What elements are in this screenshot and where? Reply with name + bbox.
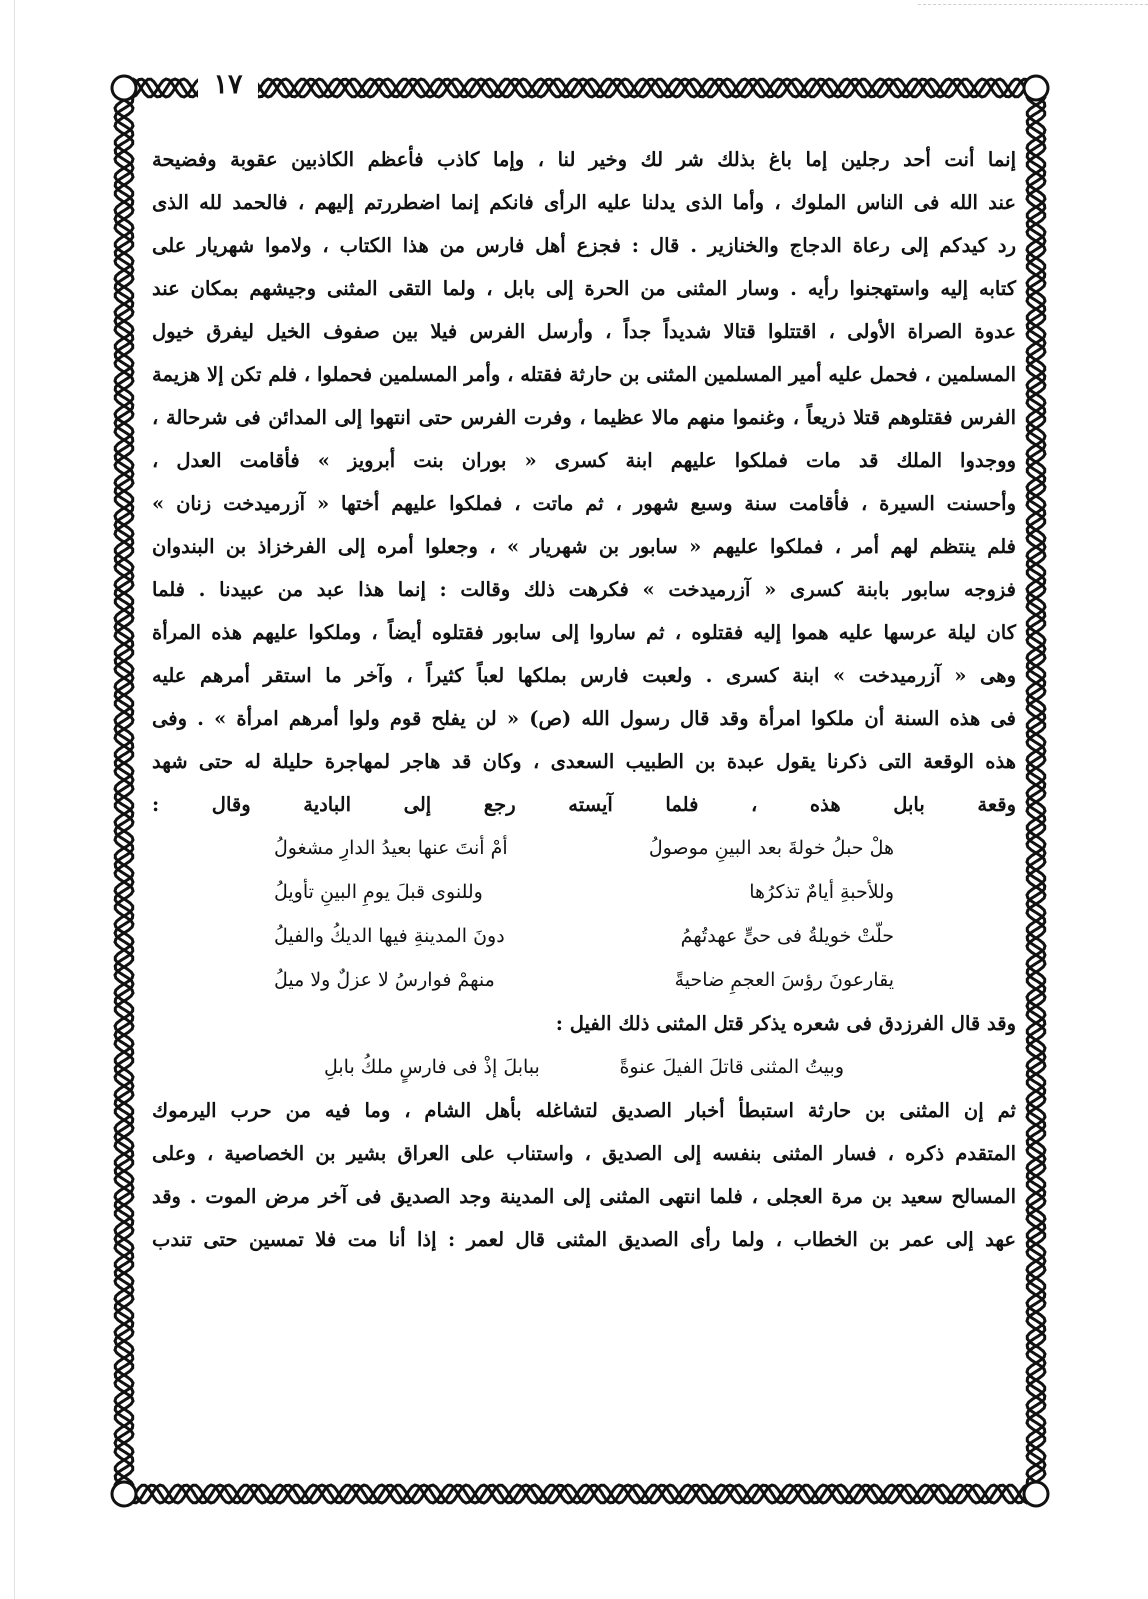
text-line: ووجدوا الملك قد مات فملكوا عليهم ابنة كسرى « بوران بنت أبرويز » فأقامت العدل ، bbox=[152, 449, 1016, 472]
hemistich-right: وبيتُ المثنى قاتلَ الفيلَ عنوةً bbox=[619, 1056, 844, 1078]
corner-knot bbox=[112, 1482, 136, 1506]
verse bbox=[274, 958, 894, 1002]
hemistich-right: وللأحبةِ أيامٌ تذكرُها bbox=[749, 881, 894, 903]
text-line: فى هذه السنة أن ملكوا امرأة وقد قال رسول الله (ص) « لن يفلح قوم ولوا أمرهم امرأة » . وفى bbox=[152, 707, 1016, 730]
hemistich-right: حلّتْ خويلةُ فى حىٍّ عهدتُهمُ bbox=[680, 925, 894, 947]
text-line: المسالح سعيد بن مرة العجلى ، فلما انتهى المثنى إلى المدينة وجد الصديق فى آخر مرض الموت . وقد bbox=[152, 1185, 1016, 1208]
text-line: إنما أنت أحد رجلين إما باغ بذلك شر لك وخير لنا ، وإما كاذب فأعظم الكاذبين عقوبة وفضيحة bbox=[152, 148, 1016, 171]
paragraph-2 bbox=[152, 1089, 1016, 1261]
text-line: رد كيدكم إلى رعاة الدجاج والخنازير . قال : فجزع أهل فارس من هذا الكتاب ، ولاموا شهريار على bbox=[152, 234, 1016, 257]
hemistich-left: منهمْ فوارسُ لا عزلٌ ولا ميلُ bbox=[274, 969, 495, 991]
text-line: هذه الوقعة التى ذكرنا يقول عبدة بن الطبيب السعدى ، وكان قد هاجر لمهاجرة حليلة له حتى شهد bbox=[152, 750, 1016, 773]
poem-2-intro: وقد قال الفرزدق فى شعره يذكر قتل المثنى ذلك الفيل : bbox=[555, 1012, 1016, 1035]
hemistich-left: ببابلَ إذْ فى فارسٍ ملكُ بابلِ bbox=[324, 1056, 540, 1078]
verse bbox=[274, 826, 894, 870]
hemistich-left: وللنوى قبلَ يومِ البينِ تأويلُ bbox=[274, 881, 483, 903]
hemistich-right: يقارعونَ رؤسَ العجمِ ضاحيةً bbox=[674, 969, 894, 991]
scan-top-dash bbox=[918, 4, 1148, 5]
text-line: عند الله فى الناس الملوك ، وأما الذى يدلنا عليه الرأى فانكم إنما اضطررتم إليهم ، فالحمد لله الذى bbox=[152, 191, 1016, 214]
text-line: وهى « آزرميدخت » ابنة كسرى . ولعبت فارس بملكها لعباً كثيراً ، وآخر ما استقر أمرهم عليه bbox=[152, 664, 1016, 687]
text-line: عدوة الصراة الأولى ، اقتتلوا قتالا شديداً جداً ، وأرسل الفرس فيلا بين صفوف الخيل ليفرق خيول bbox=[152, 320, 1016, 343]
poem-1 bbox=[274, 826, 894, 1002]
text-line: المسلمين ، فحمل عليه أمير المسلمين المثنى بن حارثة فقتله ، وأمر المسلمين فحملوا ، فلم تكن إلا هزيمة bbox=[152, 363, 1016, 386]
text-line: كان ليلة عرسها عليه هموا إليه فقتلوه ، ثم ساروا إلى سابور فقتلوه أيضاً ، وملكوا عليهم هذه المرأة bbox=[152, 621, 1016, 644]
text-line: كتابه إليه واستهجنوا رأيه . وسار المثنى من الحرة إلى بابل ، ولما التقى المثنى وجيشهم بمكان عند bbox=[152, 277, 1016, 300]
scan-edge-line bbox=[14, 0, 15, 1599]
verse bbox=[324, 1045, 844, 1089]
corner-knot bbox=[1024, 76, 1048, 100]
text-line: الفرس فقتلوهم قتلا ذريعاً ، وغنموا منهم مالا عظيما ، وفرت الفرس حتى انتهوا إلى المدائن فى شرحالة ، bbox=[152, 406, 1016, 429]
page-body bbox=[152, 138, 1016, 1261]
text-line: عهد إلى عمر بن الخطاب ، ولما رأى الصديق المثنى قال لعمر : إذا أنا مت فلا تمسين حتى تندب bbox=[152, 1228, 1016, 1251]
text-line: ثم إن المثنى بن حارثة استبطأ أخبار الصديق لتشاغله بأهل الشام ، وما فيه من حرب اليرموك bbox=[152, 1099, 1016, 1122]
hemistich-left: دونَ المدينةِ فيها الديكُ والفيلُ bbox=[274, 925, 505, 947]
corner-knot bbox=[1024, 1482, 1048, 1506]
corner-knot bbox=[112, 76, 136, 100]
poem-2 bbox=[324, 1045, 844, 1089]
paragraph-1 bbox=[152, 138, 1016, 826]
verse bbox=[274, 914, 894, 958]
page-number: ١٧ bbox=[198, 68, 258, 102]
text-line: فلم ينتظم لهم أمر ، فملكوا عليهم « سابور بن شهريار » ، وجعلوا أمره إلى الفرخزاذ بن البندوان bbox=[152, 535, 1016, 558]
text-line: وقعة بابل هذه ، فلما آيسته رجع إلى البادية وقال : bbox=[152, 793, 1016, 816]
text-line: المتقدم ذكره ، فسار المثنى بنفسه إلى الصديق ، واستناب على العراق بشير بن الخصاصية ، وعلى bbox=[152, 1142, 1016, 1165]
verse bbox=[274, 870, 894, 914]
hemistich-left: أمْ أنتَ عنها بعيدُ الدارِ مشغولُ bbox=[274, 837, 508, 859]
hemistich-right: هلْ حبلُ خولةَ بعد البينِ موصولُ bbox=[648, 837, 894, 859]
text-line: وأحسنت السيرة ، فأقامت سنة وسبع شهور ، ثم ماتت ، فملكوا عليهم أختها « آزرميدخت زنان » bbox=[152, 492, 1016, 515]
text-line: فزوجه سابور بابنة كسرى « آزرميدخت » فكرهت ذلك وقالت : إنما هذا عبد من عبيدنا . فلما bbox=[152, 578, 1016, 601]
